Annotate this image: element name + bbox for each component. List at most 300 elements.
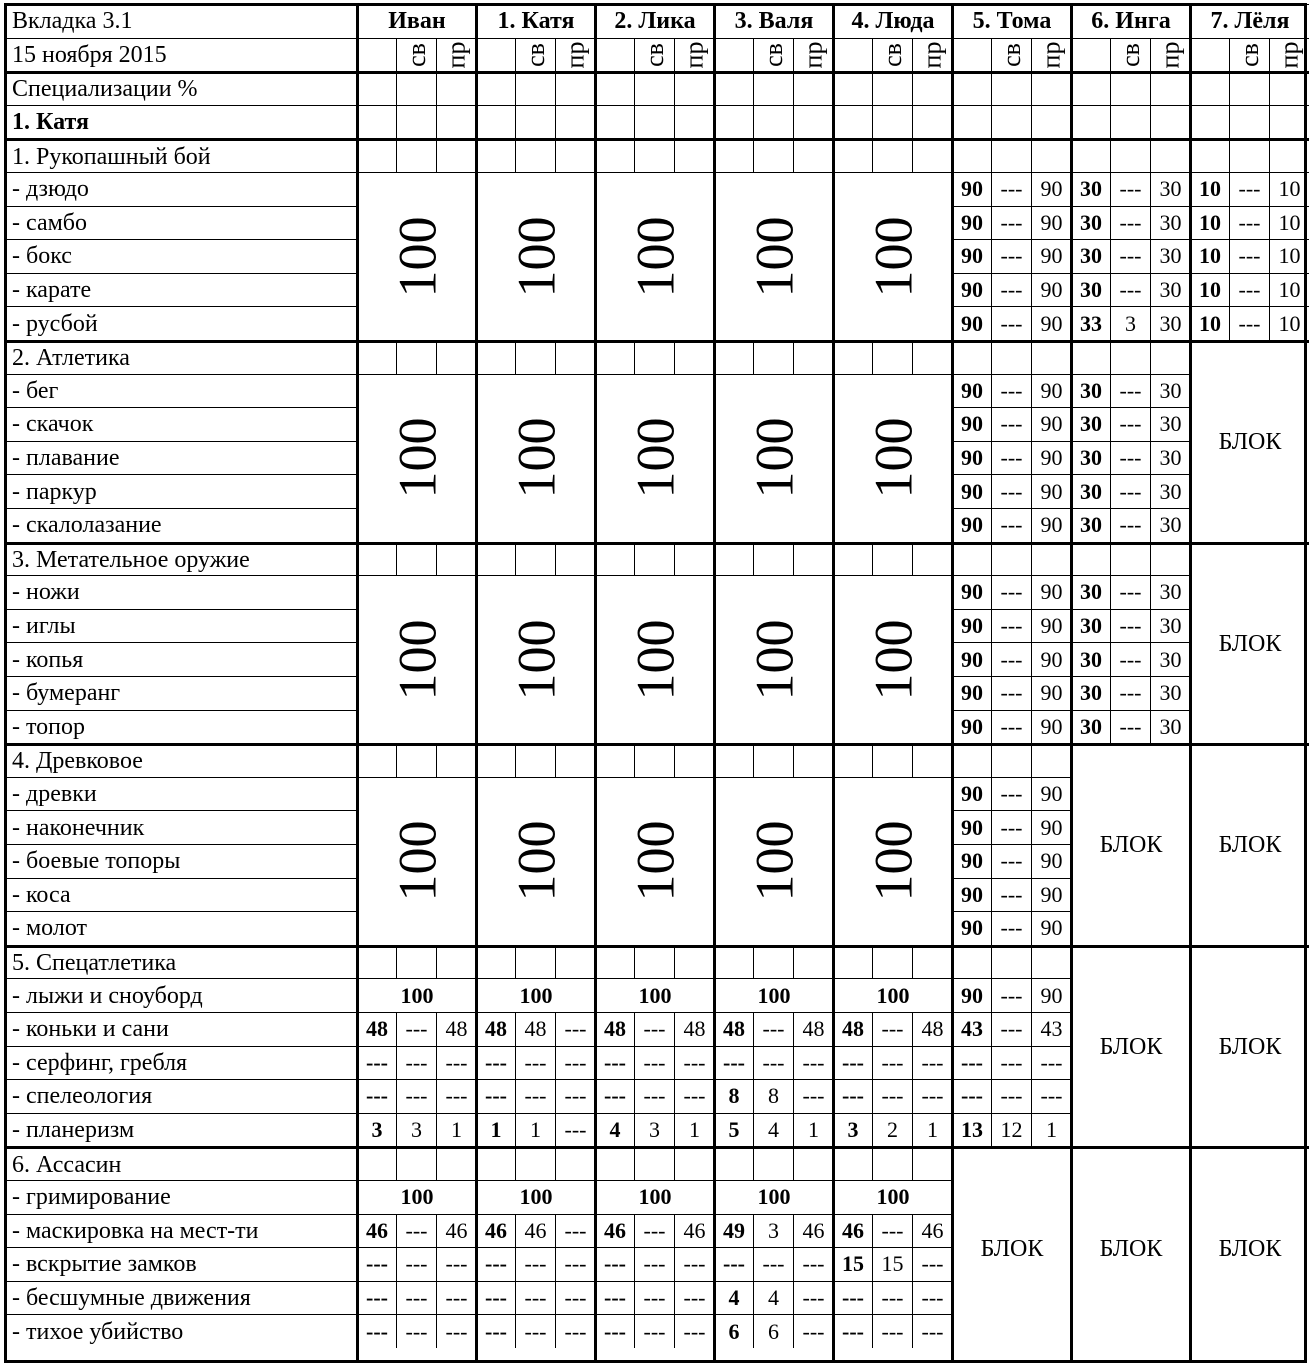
full-value-block-text: 100 bbox=[625, 820, 685, 902]
empty-cell bbox=[634, 1146, 674, 1180]
full-value-block-text: 100 bbox=[506, 417, 566, 499]
value-cell bbox=[912, 1247, 952, 1281]
value-cell bbox=[1110, 306, 1150, 340]
value-cell bbox=[872, 1113, 912, 1147]
skill-label bbox=[5, 844, 357, 878]
empty-cell bbox=[714, 945, 753, 979]
empty-cell bbox=[1190, 138, 1229, 172]
value-merged-text: 100 bbox=[400, 982, 434, 1008]
empty-cell bbox=[396, 743, 436, 777]
value-cell-text: 90 bbox=[961, 915, 983, 941]
full-value-block-text: 100 bbox=[506, 216, 566, 297]
value-merged bbox=[357, 1180, 476, 1214]
col-total bbox=[595, 38, 634, 72]
value-cell bbox=[833, 1012, 872, 1046]
value-cell bbox=[714, 1314, 753, 1348]
value-cell bbox=[1031, 1113, 1071, 1147]
empty-cell bbox=[793, 138, 833, 172]
value-merged bbox=[595, 1180, 714, 1214]
empty-cell bbox=[952, 138, 991, 172]
value-cell-text: 10 bbox=[1199, 310, 1221, 336]
value-cell-text: --- bbox=[445, 1318, 468, 1344]
value-cell-text: 30 bbox=[1080, 646, 1102, 672]
skill-label-text: - коньки и сани bbox=[12, 1016, 169, 1043]
empty-cell bbox=[555, 71, 595, 105]
value-cell-text: 90 bbox=[1040, 209, 1063, 235]
value-cell-text: --- bbox=[643, 1083, 666, 1109]
value-cell bbox=[952, 575, 991, 609]
value-cell bbox=[1031, 306, 1071, 340]
value-cell-text: --- bbox=[564, 1217, 587, 1243]
empty-cell bbox=[674, 945, 714, 979]
skill-label bbox=[5, 273, 357, 307]
blok-block bbox=[1071, 743, 1190, 945]
value-cell-text: 1 bbox=[490, 1117, 502, 1143]
blok-block bbox=[1190, 340, 1309, 542]
value-cell-text: 30 bbox=[1159, 713, 1182, 739]
value-cell-text: 90 bbox=[961, 310, 983, 336]
value-cell-text: --- bbox=[1119, 512, 1142, 538]
value-cell bbox=[952, 642, 991, 676]
value-cell-text: 30 bbox=[1080, 411, 1102, 437]
value-cell-text: --- bbox=[564, 1251, 587, 1277]
value-cell-text: --- bbox=[1000, 243, 1023, 269]
empty-cell bbox=[753, 945, 793, 979]
value-merged-text: 100 bbox=[757, 1184, 791, 1210]
spec-title-text: Специализации % bbox=[12, 76, 198, 103]
value-cell bbox=[991, 642, 1031, 676]
empty-cell bbox=[912, 743, 952, 777]
value-cell-text: --- bbox=[842, 1083, 864, 1109]
value-cell bbox=[952, 676, 991, 710]
value-cell-text: 3 bbox=[1125, 310, 1136, 336]
value-cell-text: 10 bbox=[1199, 277, 1221, 303]
value-cell bbox=[1150, 239, 1190, 273]
value-cell-text: --- bbox=[881, 1285, 904, 1311]
value-cell-text: 1 bbox=[451, 1117, 462, 1143]
empty-cell bbox=[436, 1146, 476, 1180]
value-cell bbox=[1031, 911, 1071, 945]
value-cell-text: --- bbox=[1000, 1049, 1023, 1075]
empty-cell bbox=[436, 138, 476, 172]
value-cell bbox=[515, 1079, 555, 1113]
skill-label-text: - паркур bbox=[12, 478, 97, 505]
blok-block bbox=[1190, 542, 1309, 744]
empty-cell bbox=[555, 1146, 595, 1180]
value-cell-text: 30 bbox=[1159, 512, 1182, 538]
value-cell-text: 90 bbox=[1040, 310, 1063, 336]
value-cell bbox=[1031, 508, 1071, 542]
value-cell-text: 30 bbox=[1159, 646, 1182, 672]
value-cell bbox=[1190, 206, 1229, 240]
value-cell bbox=[991, 441, 1031, 475]
value-cell-text: 90 bbox=[961, 277, 983, 303]
value-cell-text: --- bbox=[802, 1049, 825, 1075]
full-value-block bbox=[595, 172, 714, 340]
value-cell bbox=[952, 441, 991, 475]
empty-cell bbox=[515, 340, 555, 374]
value-cell bbox=[991, 206, 1031, 240]
value-cell bbox=[952, 1012, 991, 1046]
value-cell-text: --- bbox=[1000, 982, 1023, 1008]
col-total bbox=[1071, 38, 1110, 72]
value-cell-text: 90 bbox=[1040, 713, 1063, 739]
full-value-block bbox=[476, 777, 595, 945]
col-pr-text: пр bbox=[1036, 41, 1066, 69]
skill-label-text: - русбой bbox=[12, 310, 98, 337]
value-cell-text: 90 bbox=[961, 881, 983, 907]
empty-cell bbox=[476, 542, 515, 576]
value-cell bbox=[1110, 374, 1150, 408]
skill-label-text: - самбо bbox=[12, 209, 87, 236]
value-merged bbox=[476, 1180, 595, 1214]
value-cell bbox=[674, 1079, 714, 1113]
empty-cell bbox=[634, 945, 674, 979]
value-cell bbox=[753, 1247, 793, 1281]
skill-label-text: - маскировка на мест-ти bbox=[12, 1217, 259, 1244]
value-cell bbox=[1190, 306, 1229, 340]
value-cell-text: --- bbox=[921, 1285, 944, 1311]
value-cell-text: --- bbox=[1238, 209, 1261, 235]
section-title-text: 5. Спецатлетика bbox=[12, 950, 177, 977]
section-title-text: 2. Атлетика bbox=[12, 345, 130, 372]
value-cell bbox=[1071, 642, 1110, 676]
value-cell-text: 90 bbox=[961, 713, 983, 739]
value-cell bbox=[436, 1079, 476, 1113]
skill-label bbox=[5, 1314, 357, 1348]
value-cell-text: --- bbox=[1000, 848, 1023, 874]
col-pr-text: пр bbox=[441, 41, 471, 69]
value-cell bbox=[952, 1079, 991, 1113]
full-value-block bbox=[595, 374, 714, 542]
column-separator bbox=[713, 4, 716, 1362]
value-cell bbox=[793, 1214, 833, 1248]
value-cell-text: 1 bbox=[808, 1117, 819, 1143]
value-cell bbox=[714, 1214, 753, 1248]
value-cell bbox=[674, 1214, 714, 1248]
empty-cell bbox=[476, 1146, 515, 1180]
skill-label bbox=[5, 710, 357, 744]
empty-cell bbox=[912, 340, 952, 374]
value-cell-text: 90 bbox=[961, 814, 983, 840]
value-cell-text: 48 bbox=[802, 1016, 825, 1042]
value-cell bbox=[991, 878, 1031, 912]
full-value-block-text: 100 bbox=[863, 619, 923, 701]
value-cell-text: 90 bbox=[961, 209, 983, 235]
empty-cell bbox=[515, 138, 555, 172]
col-sv-text: св bbox=[401, 42, 431, 67]
value-cell-text: --- bbox=[1119, 613, 1142, 639]
empty-cell bbox=[912, 542, 952, 576]
value-cell-text: 46 bbox=[604, 1217, 626, 1243]
value-cell bbox=[753, 1046, 793, 1080]
value-cell-text: --- bbox=[762, 1016, 785, 1042]
blok-block-text: БЛОК bbox=[1218, 429, 1282, 456]
blok-block bbox=[1190, 1146, 1309, 1348]
value-cell bbox=[1110, 474, 1150, 508]
skill-label-text: - боевые топоры bbox=[12, 848, 181, 875]
value-cell bbox=[674, 1012, 714, 1046]
value-merged-text: 100 bbox=[757, 982, 791, 1008]
value-cell-text: 3 bbox=[411, 1117, 422, 1143]
value-cell-text: --- bbox=[1040, 1049, 1063, 1075]
value-cell-text: 30 bbox=[1159, 176, 1182, 202]
value-cell bbox=[1229, 239, 1269, 273]
value-cell-text: 30 bbox=[1159, 243, 1182, 269]
value-cell bbox=[714, 1046, 753, 1080]
empty-cell bbox=[515, 743, 555, 777]
value-cell-text: 46 bbox=[921, 1217, 944, 1243]
value-cell bbox=[555, 1247, 595, 1281]
blok-block-text: БЛОК bbox=[1218, 1235, 1282, 1262]
value-cell bbox=[1071, 575, 1110, 609]
col-pr-text: пр bbox=[917, 41, 947, 69]
value-cell-text: 6 bbox=[728, 1318, 740, 1344]
value-cell bbox=[357, 1046, 396, 1080]
value-cell bbox=[952, 609, 991, 643]
value-cell bbox=[991, 710, 1031, 744]
empty-cell bbox=[634, 340, 674, 374]
value-merged-text: 100 bbox=[876, 982, 910, 1008]
value-cell bbox=[991, 1113, 1031, 1147]
skill-label-text: - бесшумные движения bbox=[12, 1285, 251, 1312]
value-cell bbox=[1110, 273, 1150, 307]
value-cell bbox=[952, 810, 991, 844]
value-cell bbox=[634, 1281, 674, 1315]
value-cell bbox=[1031, 609, 1071, 643]
value-cell-text: --- bbox=[1000, 814, 1023, 840]
value-cell bbox=[991, 306, 1031, 340]
empty-cell bbox=[396, 542, 436, 576]
empty-cell bbox=[1031, 138, 1071, 172]
value-cell bbox=[1110, 575, 1150, 609]
blok-block bbox=[1190, 945, 1309, 1147]
value-cell bbox=[1031, 878, 1071, 912]
skill-label-text: - гримирование bbox=[12, 1184, 171, 1211]
empty-cell bbox=[833, 743, 872, 777]
value-cell-text: 90 bbox=[1040, 377, 1063, 403]
full-value-block bbox=[476, 374, 595, 542]
skill-label bbox=[5, 374, 357, 408]
value-cell-text: --- bbox=[1000, 781, 1023, 807]
empty-cell bbox=[1150, 71, 1190, 105]
value-cell bbox=[872, 1046, 912, 1080]
value-cell bbox=[674, 1314, 714, 1348]
value-cell-text: 30 bbox=[1159, 277, 1182, 303]
empty-cell bbox=[674, 542, 714, 576]
value-cell-text: --- bbox=[485, 1049, 507, 1075]
value-cell-text: 90 bbox=[1040, 781, 1063, 807]
value-merged-text: 100 bbox=[519, 982, 553, 1008]
value-cell bbox=[595, 1079, 634, 1113]
empty-cell bbox=[1269, 71, 1309, 105]
empty-cell bbox=[396, 340, 436, 374]
value-cell bbox=[436, 1281, 476, 1315]
value-cell bbox=[753, 1079, 793, 1113]
value-cell-text: 90 bbox=[1040, 478, 1063, 504]
value-cell bbox=[793, 1079, 833, 1113]
value-cell bbox=[1031, 172, 1071, 206]
empty-cell bbox=[912, 105, 952, 139]
value-cell bbox=[1229, 273, 1269, 307]
value-cell-text: 30 bbox=[1080, 478, 1102, 504]
full-value-block-text: 100 bbox=[744, 820, 804, 902]
empty-cell bbox=[634, 138, 674, 172]
value-cell bbox=[1150, 642, 1190, 676]
value-cell-text: 2 bbox=[887, 1117, 898, 1143]
empty-cell bbox=[952, 340, 991, 374]
value-cell-text: 49 bbox=[723, 1217, 745, 1243]
value-cell-text: 48 bbox=[683, 1016, 706, 1042]
value-merged bbox=[714, 1180, 833, 1214]
value-cell bbox=[436, 1113, 476, 1147]
value-cell bbox=[872, 1314, 912, 1348]
value-cell bbox=[515, 1214, 555, 1248]
value-cell-text: 4 bbox=[609, 1117, 621, 1143]
value-cell-text: --- bbox=[1000, 1016, 1023, 1042]
empty-cell bbox=[357, 1146, 396, 1180]
value-cell bbox=[991, 609, 1031, 643]
empty-cell bbox=[991, 340, 1031, 374]
value-cell-text: --- bbox=[1119, 209, 1142, 235]
value-cell-text: 43 bbox=[961, 1016, 983, 1042]
value-cell bbox=[991, 810, 1031, 844]
value-cell bbox=[912, 1079, 952, 1113]
empty-cell bbox=[714, 542, 753, 576]
value-cell-text: 30 bbox=[1159, 209, 1182, 235]
value-cell bbox=[634, 1214, 674, 1248]
full-value-block bbox=[714, 575, 833, 743]
full-value-block-text: 100 bbox=[387, 820, 447, 902]
empty-cell bbox=[555, 542, 595, 576]
value-cell bbox=[1031, 844, 1071, 878]
value-cell bbox=[595, 1281, 634, 1315]
full-value-block bbox=[714, 777, 833, 945]
skill-label-text: - тихое убийство bbox=[12, 1318, 184, 1345]
value-cell-text: 5 bbox=[728, 1117, 740, 1143]
column-separator bbox=[832, 4, 835, 1362]
value-cell bbox=[357, 1214, 396, 1248]
value-cell-text: --- bbox=[961, 1083, 983, 1109]
person-header bbox=[1071, 4, 1190, 38]
value-cell bbox=[991, 508, 1031, 542]
value-cell bbox=[753, 1314, 793, 1348]
value-cell bbox=[357, 1247, 396, 1281]
empty-cell bbox=[753, 1146, 793, 1180]
blok-block-text: БЛОК bbox=[1099, 832, 1163, 859]
empty-cell bbox=[793, 743, 833, 777]
value-cell-text: --- bbox=[405, 1318, 428, 1344]
full-value-block-text: 100 bbox=[625, 619, 685, 701]
value-cell-text: 90 bbox=[961, 781, 983, 807]
value-cell bbox=[714, 1281, 753, 1315]
empty-cell bbox=[833, 340, 872, 374]
empty-cell bbox=[595, 105, 634, 139]
value-cell bbox=[634, 1046, 674, 1080]
value-cell bbox=[1110, 676, 1150, 710]
skill-label-text: - вскрытие замков bbox=[12, 1251, 197, 1278]
value-cell-text: --- bbox=[1000, 176, 1023, 202]
value-cell bbox=[1110, 172, 1150, 206]
col-pr bbox=[436, 38, 476, 72]
value-cell-text: --- bbox=[921, 1318, 944, 1344]
value-cell bbox=[555, 1046, 595, 1080]
value-cell bbox=[912, 1214, 952, 1248]
value-cell-text: --- bbox=[485, 1083, 507, 1109]
empty-cell bbox=[793, 105, 833, 139]
value-cell-text: --- bbox=[881, 1016, 904, 1042]
empty-cell bbox=[1031, 743, 1071, 777]
value-cell bbox=[872, 1079, 912, 1113]
empty-cell bbox=[1190, 105, 1229, 139]
value-cell bbox=[833, 1046, 872, 1080]
value-cell-text: 90 bbox=[1040, 243, 1063, 269]
value-cell bbox=[1150, 676, 1190, 710]
empty-cell bbox=[1229, 138, 1269, 172]
empty-cell bbox=[1269, 105, 1309, 139]
skill-label-text: - бокс bbox=[12, 243, 72, 270]
value-cell bbox=[1229, 172, 1269, 206]
value-cell bbox=[436, 1214, 476, 1248]
full-value-block bbox=[357, 777, 476, 945]
value-merged-text: 100 bbox=[519, 1184, 553, 1210]
value-cell-text: 10 bbox=[1278, 310, 1301, 336]
value-cell bbox=[357, 1113, 396, 1147]
value-cell bbox=[1150, 206, 1190, 240]
empty-cell bbox=[357, 71, 396, 105]
empty-cell bbox=[674, 138, 714, 172]
value-cell bbox=[357, 1314, 396, 1348]
value-cell-text: --- bbox=[762, 1049, 785, 1075]
col-pr-text: пр bbox=[1274, 41, 1304, 69]
value-cell bbox=[1269, 306, 1309, 340]
value-cell-text: 30 bbox=[1080, 176, 1102, 202]
col-sv-text: св bbox=[996, 42, 1026, 67]
value-cell-text: 90 bbox=[1040, 881, 1063, 907]
full-value-block-text: 100 bbox=[863, 216, 923, 297]
skill-label-text: - древки bbox=[12, 781, 97, 808]
value-cell bbox=[1110, 206, 1150, 240]
value-cell bbox=[991, 777, 1031, 811]
value-cell-text: --- bbox=[842, 1049, 864, 1075]
skill-label bbox=[5, 810, 357, 844]
skill-label-text: - наконечник bbox=[12, 814, 145, 841]
full-value-block-text: 100 bbox=[387, 417, 447, 499]
col-sv bbox=[1110, 38, 1150, 72]
value-cell bbox=[991, 575, 1031, 609]
value-cell bbox=[1269, 273, 1309, 307]
skill-label-text: - скалолазание bbox=[12, 512, 162, 539]
empty-cell bbox=[515, 1146, 555, 1180]
value-cell bbox=[1229, 206, 1269, 240]
empty-cell bbox=[991, 105, 1031, 139]
value-cell bbox=[1031, 407, 1071, 441]
empty-cell bbox=[952, 105, 991, 139]
empty-cell bbox=[436, 340, 476, 374]
skill-label bbox=[5, 306, 357, 340]
value-cell-text: --- bbox=[1238, 310, 1261, 336]
value-cell-text: 10 bbox=[1199, 176, 1221, 202]
empty-cell bbox=[952, 71, 991, 105]
value-cell bbox=[515, 1012, 555, 1046]
value-cell bbox=[357, 1012, 396, 1046]
value-cell-text: 3 bbox=[371, 1117, 383, 1143]
col-sv bbox=[753, 38, 793, 72]
full-value-block bbox=[595, 575, 714, 743]
value-merged bbox=[714, 978, 833, 1012]
skill-label bbox=[5, 1214, 357, 1248]
value-cell bbox=[1150, 474, 1190, 508]
